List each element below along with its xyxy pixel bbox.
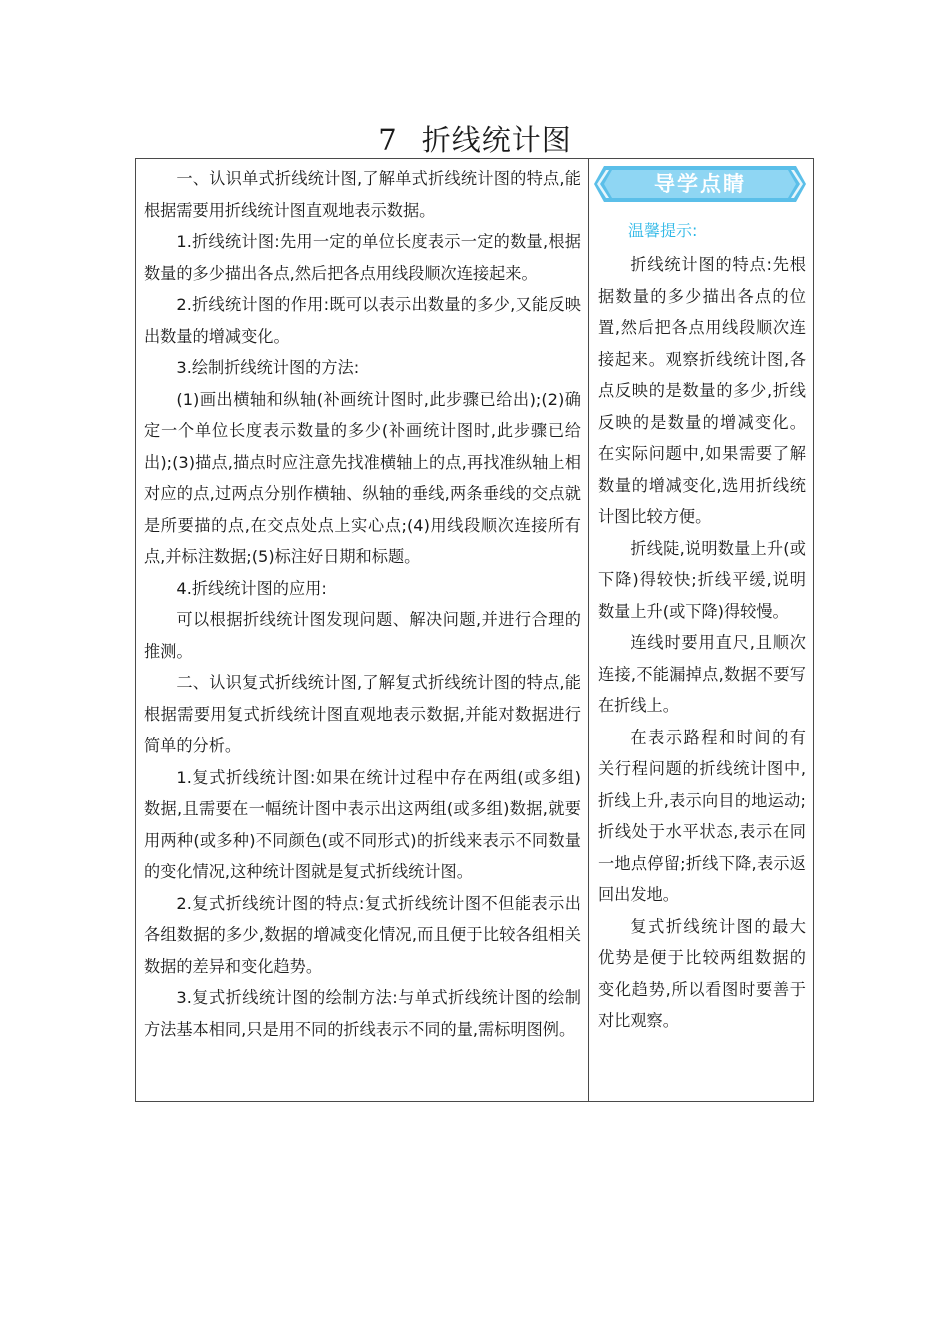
section-number: 7 [378, 123, 398, 157]
banner-title: 导学点睛 [654, 172, 746, 196]
main-paragraph: 二、认识复式折线统计图,了解复式折线统计图的特点,能根据需要用复式折线统计图直观地表示数据,并能对数据进行简单的分析。 [144, 673, 581, 755]
main-paragraph: 1.折线统计图:先用一定的单位长度表示一定的数量,根据数量的多少描出各点,然后把各点用线段顺次连接起来。 [144, 232, 581, 283]
main-paragraph: 1.复式折线统计图:如果在统计过程中存在两组(或多组)数据,且需要在一幅统计图中表示出这两组(或多组)数据,就要用两种(或多种)不同颜色(或不同形式)的折线来表示不同数量的变化情况,这种统计图就是复式折线统计图。 [144, 767, 581, 881]
main-paragraph: 4.折线统计图的应用: [176, 578, 327, 598]
tip-paragraph: 在表示路程和时间的有关行程问题的折线统计图中,折线上升,表示向目的地运动;折线处于水平状态,表示在同一地点停留;折线下降,表示返回出发地。 [598, 727, 806, 904]
side-column [592, 165, 812, 1037]
section-title: 折线统计图 [421, 123, 572, 157]
main-paragraph: 3.绘制折线统计图的方法: [176, 358, 360, 377]
page-title [0, 120, 950, 160]
tip-paragraph: 连线时要用直尺,且顺次连接,不能漏掉点,数据不要写在折线上。 [598, 633, 806, 715]
main-paragraph: 2.折线统计图的作用:既可以表示出数量的多少,又能反映出数量的增减变化。 [144, 295, 581, 346]
main-paragraph: 一、认识单式折线统计图,了解单式折线统计图的特点,能根据需要用折线统计图直观地表示数据。 [144, 169, 581, 220]
guide-banner [594, 165, 806, 203]
main-paragraph: 可以根据折线统计图发现问题、解决问题,并进行合理的推测。 [144, 610, 581, 661]
main-column [144, 163, 581, 1045]
main-paragraph: 2.复式折线统计图的特点:复式折线统计图不但能表示出各组数据的多少,数据的增减变化情况,而且便于比较各组相关数据的差异和变化趋势。 [144, 893, 581, 976]
main-paragraph: 3.复式折线统计图的绘制方法:与单式折线统计图的绘制方法基本相同,只是用不同的折线表示不同的量,需标明图例。 [144, 988, 581, 1039]
tip-label: 温馨提示: [628, 221, 698, 240]
tip-paragraph: 复式折线统计图的最大优势是便于比较两组数据的变化趋势,所以看图时要善于对比观察。 [598, 916, 806, 1030]
main-paragraph: (1)画出横轴和纵轴(补画统计图时,此步骤已给出);(2)确定一个单位长度表示数量的多少(补画统计图时,此步骤已给出);(3)描点,描点时应注意先找准横轴上的点,再找准纵轴上相对应的点,过两点分别作横轴、纵轴的垂线,两条垂线的交点就是所要描的点,在交点处点上实心点;(4)用线段顺次连接所有点,并标注数据;(5)标注好日期和标题。 [144, 389, 581, 566]
column-divider [588, 159, 589, 1101]
tip-paragraph: 折线陡,说明数量上升(或下降)得较快;折线平缓,说明数量上升(或下降)得较慢。 [598, 538, 806, 621]
tip-paragraph: 折线统计图的特点:先根据数量的多少描出各点的位置,然后把各点用线段顺次连接起来。观察折线统计图,各点反映的是数量的多少,折线反映的是数量的增减变化。在实际问题中,如果需要了解数量的增减变化,选用折线统计图比较方便。 [598, 255, 806, 526]
tip-content [598, 249, 806, 1037]
content-table [135, 158, 814, 1102]
